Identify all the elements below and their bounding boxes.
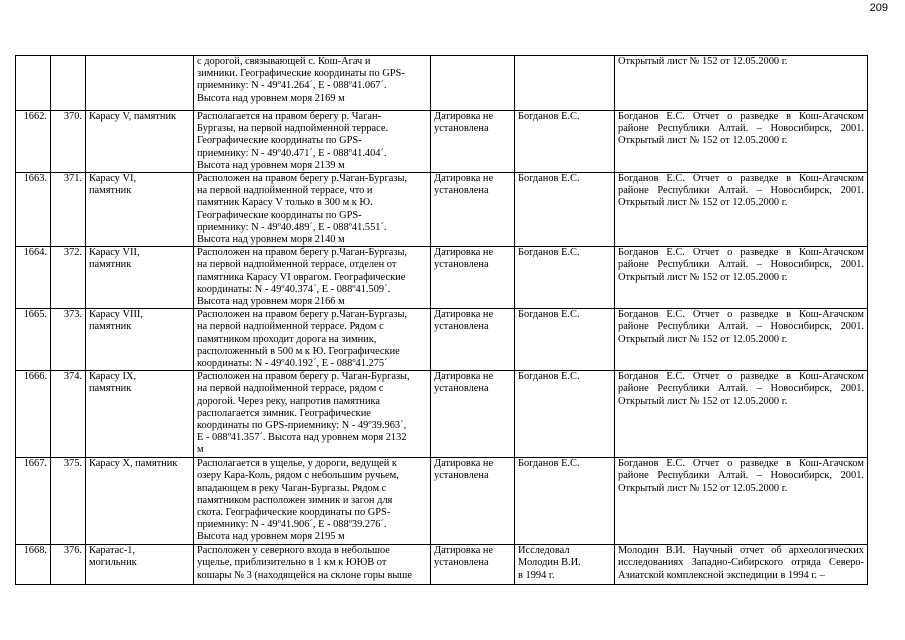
table-row xyxy=(16,56,868,111)
table-row xyxy=(16,111,868,173)
page-number: 209 xyxy=(869,2,888,14)
row-number: 1664. xyxy=(16,247,51,309)
monument-literature: Богданов Е.С. Отчет о разведке в Кош-Агачском районе Республики Алтай. – Новосибирск, 2001. Открытый лист № 152 от 12.05.2000 г. xyxy=(615,371,868,458)
table-row xyxy=(16,173,868,247)
table-row xyxy=(16,545,868,585)
row-sub-number: 372. xyxy=(51,247,86,309)
row-sub-number: 373. xyxy=(51,309,86,371)
monument-literature: Богданов Е.С. Отчет о разведке в Кош-Агачском районе Республики Алтай. – Новосибирск, 2001. Открытый лист № 152 от 12.05.2000 г. xyxy=(615,458,868,545)
monument-description: Расположен на правом берегу р.Чаган-Бургазы, на первой надпойменной террасе, отделен от памятника Карасу VI оврагом. Географические координаты: N - 49º40.374´, E - 088º41.509´. Высота над уровнем моря 2166 м xyxy=(194,247,431,309)
monument-dating: Датировка не установлена xyxy=(431,545,515,585)
monument-author: Богданов Е.С. xyxy=(515,247,615,309)
row-number: 1665. xyxy=(16,309,51,371)
monument-literature: Богданов Е.С. Отчет о разведке в Кош-Агачском районе Республики Алтай. – Новосибирск, 2001. Открытый лист № 152 от 12.05.2000 г. xyxy=(615,247,868,309)
monument-author: Богданов Е.С. xyxy=(515,173,615,247)
row-sub-number: 376. xyxy=(51,545,86,585)
monument-dating xyxy=(431,56,515,111)
monument-name: Карасу VII, памятник xyxy=(86,247,194,309)
row-number xyxy=(16,56,51,111)
monument-author: Богданов Е.С. xyxy=(515,309,615,371)
monument-literature: Молодин В.И. Научный отчет об археологических исследованиях Западно-Сибирского отряда Северо-Азиатской комплексной экспедиции в 1994 г. – xyxy=(615,545,868,585)
monument-author: Богданов Е.С. xyxy=(515,111,615,173)
table-row xyxy=(16,458,868,545)
monument-literature: Богданов Е.С. Отчет о разведке в Кош-Агачском районе Республики Алтай. – Новосибирск, 2001. Открытый лист № 152 от 12.05.2000 г. xyxy=(615,111,868,173)
monument-description: Располагается на правом берегу р. Чаган- Бургазы, на первой надпойменной террасе. Географические координаты по GPS- приемнику: N - 49º40.471´, E - 088º41.404´. Высота над уровнем моря 2139 м xyxy=(194,111,431,173)
monument-literature: Богданов Е.С. Отчет о разведке в Кош-Агачском районе Республики Алтай. – Новосибирск, 2001. Открытый лист № 152 от 12.05.2000 г. xyxy=(615,309,868,371)
monument-name xyxy=(86,56,194,111)
table-row xyxy=(16,247,868,309)
row-number: 1662. xyxy=(16,111,51,173)
row-number: 1667. xyxy=(16,458,51,545)
monument-literature: Открытый лист № 152 от 12.05.2000 г. xyxy=(615,56,868,111)
row-sub-number: 375. xyxy=(51,458,86,545)
monument-description: Расположен на правом берегу р.Чаган-Бургазы, на первой надпойменной террасе, что и памятник Карасу V только в 300 м к Ю. Географические координаты по GPS- приемнику: N - 49º40.489´, E - 088º41.551´. Высота над уровнем моря 2140 м xyxy=(194,173,431,247)
monument-name: Карасу VIII, памятник xyxy=(86,309,194,371)
monument-description: Расположен у северного входа в небольшое ущелье, приблизительно в 1 км к ЮЮВ от кошары № 3 (находящейся на склоне горы выше xyxy=(194,545,431,585)
monument-registry-table xyxy=(15,55,868,585)
monument-name: Карасу V, памятник xyxy=(86,111,194,173)
row-sub-number: 371. xyxy=(51,173,86,247)
monument-name: Карасу X, памятник xyxy=(86,458,194,545)
row-sub-number: 374. xyxy=(51,371,86,458)
monument-description: Расположен на правом берегу р.Чаган-Бургазы, на первой надпойменной террасе. Рядом с памятником проходит дорога на зимник, расположенный в 500 м к Ю. Географические координаты: N - 49º40.192´, E - 088º41.275´ xyxy=(194,309,431,371)
monument-description: с дорогой, связывающей с. Кош-Агач и зимники. Географические координаты по GPS- приемнику: N - 49º41.264´, E - 088º41.067´. Высота над уровнем моря 2169 м xyxy=(194,56,431,111)
monument-name: Карасу VI, памятник xyxy=(86,173,194,247)
monument-author: Исследовал Молодин В.И. в 1994 г. xyxy=(515,545,615,585)
monument-dating: Датировка не установлена xyxy=(431,309,515,371)
monument-author xyxy=(515,56,615,111)
monument-dating: Датировка не установлена xyxy=(431,173,515,247)
monument-literature: Богданов Е.С. Отчет о разведке в Кош-Агачском районе Республики Алтай. – Новосибирск, 2001. Открытый лист № 152 от 12.05.2000 г. xyxy=(615,173,868,247)
monument-description: Расположен на правом берегу р. Чаган-Бургазы, на первой надпойменной террасе, рядом с дорогой. Через реку, напротив памятника располагается зимник. Географические координаты по GPS-приемнику: N - 49º39.963´, E - 088º41.357´. Высота над уровнем моря 2132 м xyxy=(194,371,431,458)
monument-dating: Датировка не установлена xyxy=(431,247,515,309)
monument-description: Располагается в ущелье, у дороги, ведущей к озеру Кара-Коль, рядом с небольшим ручьем, впадающем в реку Чаган-Бургазы. Рядом с памятником расположен зимник и загон для скота. Географические координаты по GPS- приемнику: N - 49º41.906´, E - 088º39.276´. Высота над уровнем моря 2195 м xyxy=(194,458,431,545)
row-sub-number xyxy=(51,56,86,111)
monument-name: Каратас-1, могильник xyxy=(86,545,194,585)
table-row xyxy=(16,309,868,371)
monument-dating: Датировка не установлена xyxy=(431,371,515,458)
row-number: 1663. xyxy=(16,173,51,247)
row-number: 1666. xyxy=(16,371,51,458)
row-sub-number: 370. xyxy=(51,111,86,173)
row-number: 1668. xyxy=(16,545,51,585)
monument-dating: Датировка не установлена xyxy=(431,111,515,173)
monument-dating: Датировка не установлена xyxy=(431,458,515,545)
monument-author: Богданов Е.С. xyxy=(515,458,615,545)
table-row xyxy=(16,371,868,458)
monument-author: Богданов Е.С. xyxy=(515,371,615,458)
monument-name: Карасу IX, памятник xyxy=(86,371,194,458)
